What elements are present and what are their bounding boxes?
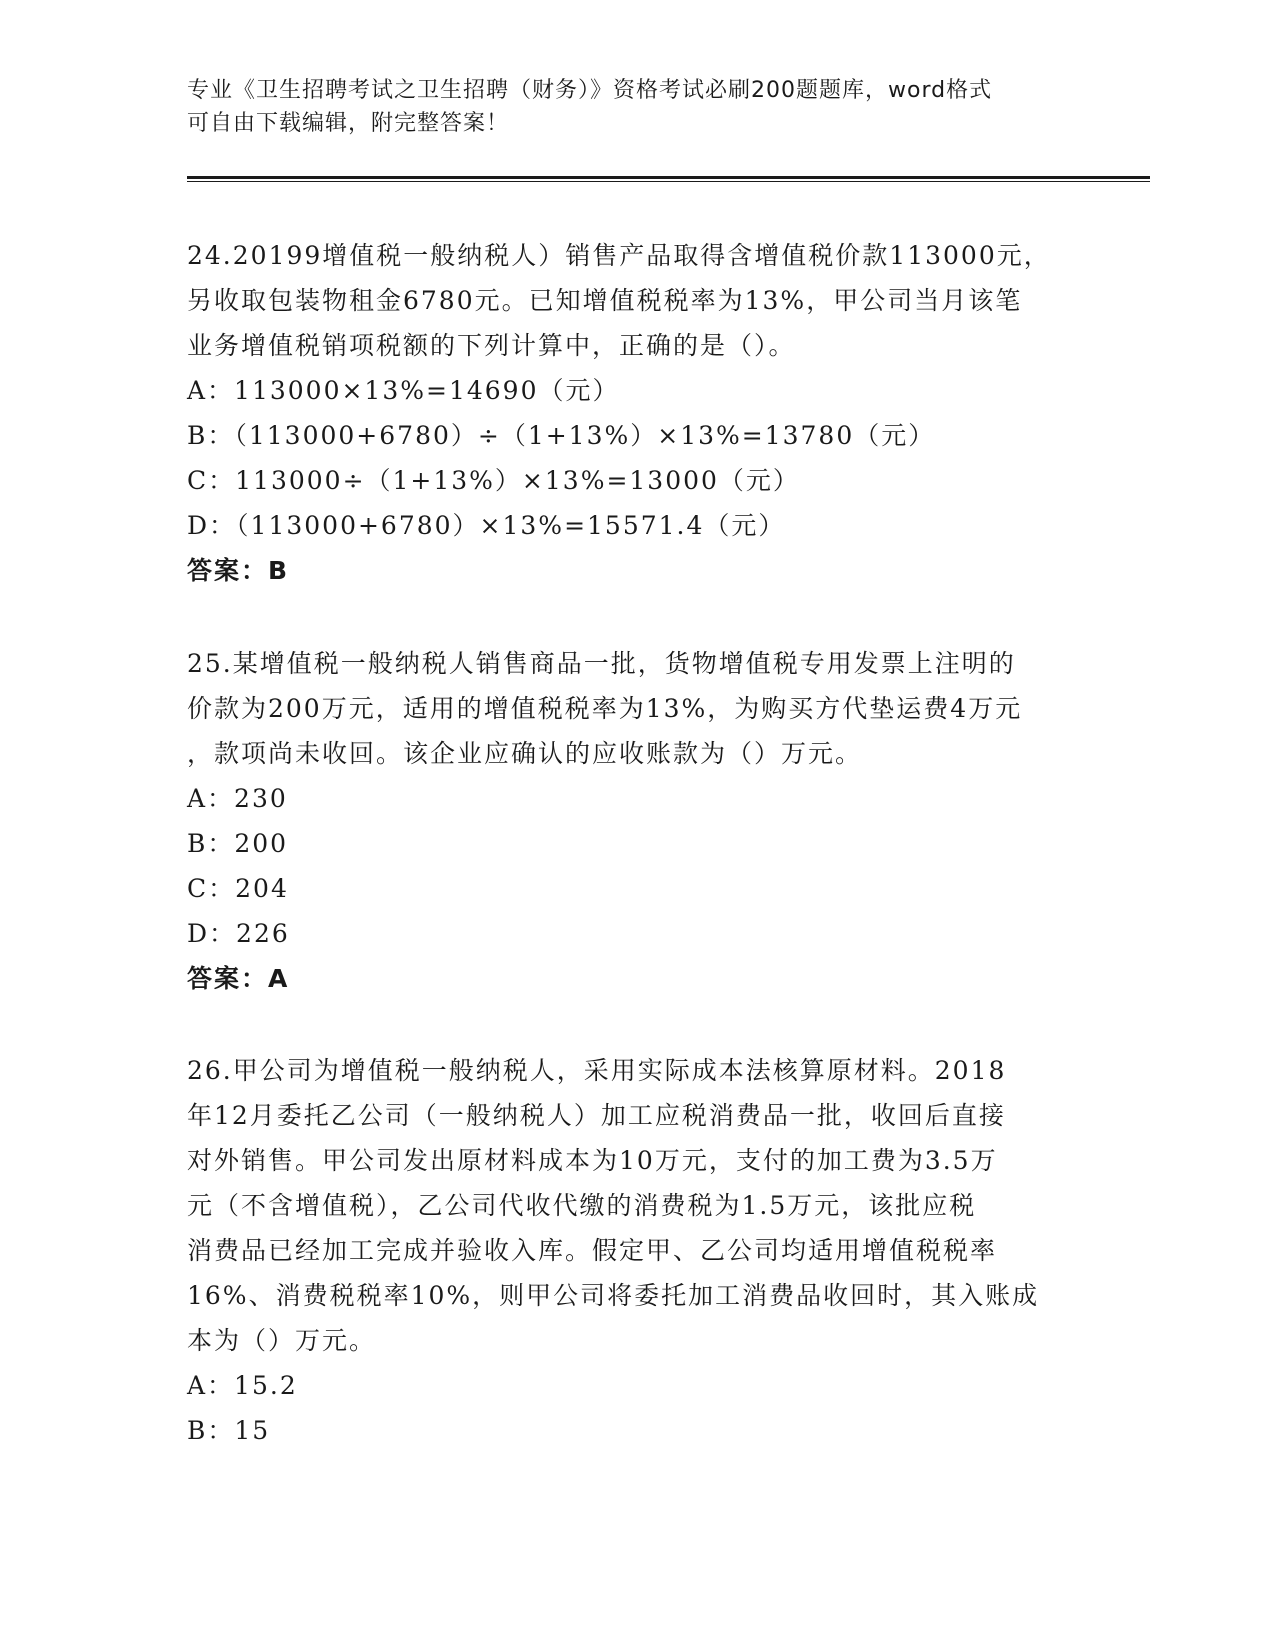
question-stem-line: 消费品已经加工完成并验收入库。假定甲、乙公司均适用增值税税率 [187, 1236, 998, 1265]
question-stem-line: 26.甲公司为增值税一般纳税人，采用实际成本法核算原材料。2018 [187, 1056, 1007, 1085]
document-header [187, 74, 1087, 140]
question-stem-line: 本为（）万元。 [187, 1326, 377, 1355]
option-a: A：230 [187, 784, 288, 813]
header-divider-thin [187, 181, 1150, 182]
question-stem-line: 24.20199增值税一般纳税人）销售产品取得含增值税价款113000元， [187, 241, 1051, 270]
question-stem-line: 另收取包装物租金6780元。已知增值税税率为13%，甲公司当月该笔 [187, 286, 1023, 315]
answer-label: 答案：A [187, 964, 290, 993]
question-stem-line: ，款项尚未收回。该企业应确认的应收账款为（）万元。 [187, 739, 863, 768]
option-a: A：113000×13%=14690（元） [187, 376, 620, 405]
option-b: B：（113000+6780）÷（1+13%）×13%=13780（元） [187, 421, 936, 450]
header-divider [187, 176, 1150, 179]
question-stem-line: 25.某增值税一般纳税人销售商品一批，货物增值税专用发票上注明的 [187, 649, 1016, 678]
option-d: D：（113000+6780）×13%=15571.4（元） [187, 511, 786, 540]
question-stem-line: 元（不含增值税），乙公司代收代缴的消费税为1.5万元，该批应税 [187, 1191, 977, 1220]
question-24 [187, 233, 1087, 593]
question-stem-line: 对外销售。甲公司发出原材料成本为10万元，支付的加工费为3.5万 [187, 1146, 998, 1175]
option-d: D：226 [187, 919, 290, 948]
header-line-2: 可自由下载编辑，附完整答案！ [187, 111, 510, 136]
question-26 [187, 1048, 1087, 1453]
question-stem-line: 16%、消费税税率10%，则甲公司将委托加工消费品收回时，其入账成 [187, 1281, 1040, 1310]
question-stem-line: 业务增值税销项税额的下列计算中，正确的是（）。 [187, 331, 796, 360]
question-stem-line: 年12月委托乙公司（一般纳税人）加工应税消费品一批，收回后直接 [187, 1101, 1006, 1130]
header-line-1: 专业《卫生招聘考试之卫生招聘（财务）》资格考试必刷200题题库，word格式 [187, 78, 993, 103]
question-25 [187, 641, 1087, 1001]
option-c: C：113000÷（1+13%）×13%=13000（元） [187, 466, 800, 495]
option-b: B：200 [187, 829, 289, 858]
option-b: B：15 [187, 1416, 271, 1445]
question-stem-line: 价款为200万元，适用的增值税税率为13%，为购买方代垫运费4万元 [187, 694, 1023, 723]
option-a: A：15.2 [187, 1371, 298, 1400]
option-c: C：204 [187, 874, 289, 903]
answer-label: 答案：B [187, 556, 290, 585]
